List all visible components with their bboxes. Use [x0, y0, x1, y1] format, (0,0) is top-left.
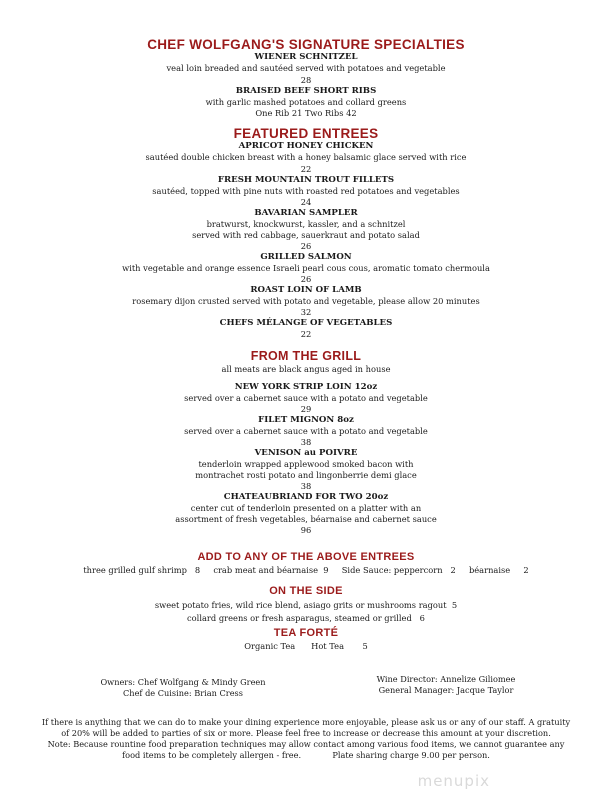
- item-name: CHEFS MÉLANGE OF VEGETABLES: [219, 318, 393, 328]
- item-desc: served over a cabernet sauce with a potato and vegetable: [184, 393, 428, 403]
- tea-line: Organic Tea Hot Tea 5: [244, 641, 368, 651]
- item-price: One Rib 21 Two Ribs 42: [255, 108, 357, 118]
- item-desc: rosemary dijon crusted served with potato and vegetable, please allow 20 minutes: [132, 296, 480, 306]
- staff-wine: Wine Director: Annelize Giliomee: [376, 674, 516, 684]
- footer-line: Note: Because rountine food preparation techniques may allow contact among various food items, we cannot guarantee any: [47, 739, 565, 749]
- item-name: FRESH MOUNTAIN TROUT FILLETS: [217, 175, 395, 185]
- item-desc: sautéed double chicken breast with a honey balsamic glace served with rice: [145, 152, 467, 162]
- item-name: FILET MIGNON 8oz: [258, 415, 354, 425]
- item-price: 96: [300, 525, 312, 535]
- item-desc: montrachet rosti potato and lingonberrie demi glace: [195, 470, 417, 480]
- item-desc: veal loin breaded and sautéed served with potatoes and vegetable: [166, 63, 446, 73]
- grill-subtitle: all meats are black angus aged in house: [221, 364, 391, 374]
- item-name: VENISON au POIVRE: [254, 448, 358, 458]
- item-price: 28: [300, 75, 312, 85]
- item-desc: served with red cabbage, sauerkraut and potato salad: [192, 230, 420, 240]
- item-price: 32: [300, 307, 312, 317]
- addons-title: ADD TO ANY OF THE ABOVE ENTREES: [197, 551, 415, 563]
- item-price: 22: [300, 164, 312, 174]
- item-desc: tenderloin wrapped applewood smoked bacon with: [198, 459, 414, 469]
- signature-title: CHEF WOLFGANG'S SIGNATURE SPECIALTIES: [147, 37, 465, 52]
- item-name: GRILLED SALMON: [260, 252, 352, 262]
- footer-line: If there is anything that we can do to make your dining experience more enjoyable, please ask us or any of our staff. A gratuity: [41, 717, 571, 727]
- item-desc: bratwurst, knockwurst, kassler, and a schnitzel: [206, 219, 406, 229]
- staff-chef: Chef de Cuisine: Brian Cress: [123, 688, 243, 698]
- item-name: WIENER SCHNITZEL: [254, 52, 358, 62]
- item-desc: served over a cabernet sauce with a potato and vegetable: [184, 426, 428, 436]
- item-name: NEW YORK STRIP LOIN 12oz: [234, 382, 378, 392]
- item-desc: center cut of tenderloin presented on a platter with an: [190, 503, 422, 513]
- side-title: ON THE SIDE: [269, 585, 343, 597]
- side-line: collard greens or fresh asparagus, steamed or grilled 6: [187, 613, 425, 623]
- menupix-watermark: menupix: [417, 772, 490, 790]
- item-price: 38: [300, 481, 312, 491]
- tea-title: TEA FORTÉ: [273, 627, 339, 639]
- item-desc: sautéed, topped with pine nuts with roasted red potatoes and vegetables: [152, 186, 460, 196]
- item-price: 38: [300, 437, 312, 447]
- item-name: APRICOT HONEY CHICKEN: [238, 141, 374, 151]
- item-price: 26: [300, 241, 312, 251]
- item-price: 22: [300, 329, 312, 339]
- staff-manager: General Manager: Jacque Taylor: [378, 685, 514, 695]
- item-desc: with garlic mashed potatoes and collard greens: [205, 97, 407, 107]
- item-desc: assortment of fresh vegetables, béarnaise and cabernet sauce: [175, 514, 437, 524]
- footer-line: food items to be completely allergen - free. Plate sharing charge 9.00 per person.: [122, 750, 490, 760]
- item-name: BRAISED BEEF SHORT RIBS: [235, 86, 377, 96]
- item-name: CHATEAUBRIAND FOR TWO 20oz: [223, 492, 389, 502]
- footer-line: of 20% will be added to parties of six or more. Please feel free to increase or decrease this amount at your discretion.: [61, 728, 551, 738]
- item-desc: with vegetable and orange essence Israeli pearl cous cous, aromatic tomato chermoula: [122, 263, 490, 273]
- featured-title: FEATURED ENTREES: [233, 126, 379, 141]
- grill-title: FROM THE GRILL: [250, 349, 362, 363]
- addons-line: three grilled gulf shrimp 8 crab meat and béarnaise 9 Side Sauce: peppercorn 2 béarnaise 2: [83, 565, 529, 575]
- item-name: ROAST LOIN OF LAMB: [250, 285, 362, 295]
- item-price: 26: [300, 274, 312, 284]
- item-price: 29: [300, 404, 312, 414]
- item-name: BAVARIAN SAMPLER: [254, 208, 358, 218]
- side-line: sweet potato fries, wild rice blend, asiago grits or mushrooms ragout 5: [154, 600, 458, 610]
- staff-owners: Owners: Chef Wolfgang & Mindy Green: [100, 677, 266, 687]
- item-price: 24: [300, 197, 312, 207]
